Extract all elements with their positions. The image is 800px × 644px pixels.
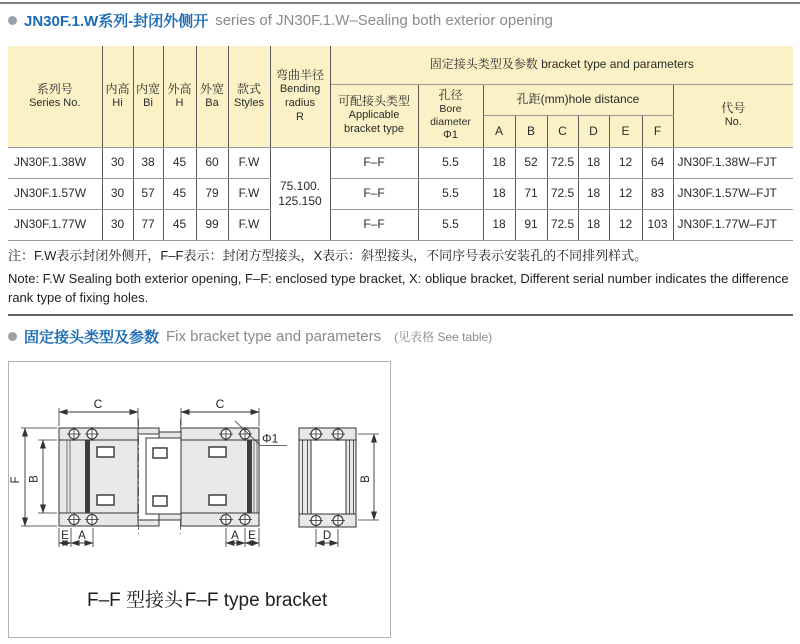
dim-label-b-left: B — [28, 475, 41, 483]
dimension-b-left — [29, 440, 58, 513]
bracket-technical-drawing — [9, 362, 390, 637]
col-header-d: D — [578, 115, 609, 147]
col-header-ba: 外宽 Ba — [196, 46, 228, 147]
drawing-caption-en: F–F type bracket — [184, 590, 328, 611]
cell-f: 83 — [642, 178, 673, 209]
cell-d: 18 — [578, 178, 609, 209]
group-header-bracket: 固定接头类型及参数 bracket type and parameters — [330, 46, 793, 84]
col-header-applicable-bracket: 可配接头类型 Applicable bracket type — [330, 84, 418, 147]
cell-bracket-type: F–F — [330, 147, 418, 178]
cell-hi: 30 — [102, 209, 133, 240]
cell-e: 12 — [609, 209, 642, 240]
note-zh: 注：F.W表示封闭外侧开，F–F表示：封闭方型接头，X表示：斜型接头，不同序号表示安装孔的不同排列样式。 — [8, 248, 648, 263]
cell-bi: 77 — [133, 209, 163, 240]
cell-bracket-type: F–F — [330, 209, 418, 240]
dim-label-c-right: C — [215, 397, 225, 411]
col-header-bore-diameter: 孔径 Bore diameter Φ1 — [418, 84, 483, 147]
front-view-right-plate — [181, 428, 259, 526]
dim-label-d: D — [322, 530, 332, 542]
cell-series: JN30F.1.57W — [8, 178, 102, 209]
col-header-b: B — [515, 115, 547, 147]
cell-c: 72.5 — [547, 209, 578, 240]
section-title-zh: 固定接头类型及参数 — [24, 329, 160, 346]
drawing-caption-zh: F–F 型接头 — [86, 590, 184, 611]
dim-label-a-right: A — [231, 530, 239, 542]
cell-d: 18 — [578, 209, 609, 240]
cell-bending-radius: 75.100. 125.150 — [270, 147, 330, 240]
cell-styles: F.W — [228, 209, 270, 240]
cell-e: 12 — [609, 147, 642, 178]
col-header-c: C — [547, 115, 578, 147]
front-view-left-plate — [59, 428, 138, 526]
cell-hi: 30 — [102, 147, 133, 178]
cell-no: JN30F.1.77W–FJT — [673, 209, 793, 240]
cell-series: JN30F.1.38W — [8, 147, 102, 178]
middle-link — [138, 428, 182, 526]
cell-d: 18 — [578, 147, 609, 178]
cell-f: 103 — [642, 209, 673, 240]
cell-no: JN30F.1.57W–FJT — [673, 178, 793, 209]
cell-ba: 60 — [196, 147, 228, 178]
cell-series: JN30F.1.77W — [8, 209, 102, 240]
top-rule — [0, 2, 800, 4]
cell-h: 45 — [163, 147, 196, 178]
dimension-c-left — [59, 397, 138, 426]
col-header-series: 系列号 Series No. — [8, 46, 102, 147]
cell-styles: F.W — [228, 147, 270, 178]
cell-hi: 30 — [102, 178, 133, 209]
dimension-a-e-right — [226, 528, 259, 547]
section-title-en: Fix bracket type and parameters — [166, 328, 382, 345]
dim-label-phi1: Φ1 — [262, 431, 279, 446]
cell-a: 18 — [483, 209, 515, 240]
table-row — [8, 209, 793, 240]
col-header-bi: 内宽 Bi — [133, 46, 163, 147]
dimension-c-right — [181, 397, 259, 426]
col-header-styles: 款式 Styles — [228, 46, 270, 147]
dim-label-b-right: B — [360, 475, 372, 483]
section-divider — [8, 314, 793, 316]
col-header-e: E — [609, 115, 642, 147]
cell-bracket-type: F–F — [330, 178, 418, 209]
cell-h: 45 — [163, 178, 196, 209]
col-header-a: A — [483, 115, 515, 147]
dim-label-e-left: E — [61, 530, 69, 542]
col-header-h: 外高 H — [163, 46, 196, 147]
cell-bi: 38 — [133, 147, 163, 178]
cell-bore: 5.5 — [418, 178, 483, 209]
dim-label-e-right: E — [248, 530, 256, 542]
cell-e: 12 — [609, 178, 642, 209]
dim-label-a-left: A — [78, 530, 86, 542]
cell-ba: 79 — [196, 178, 228, 209]
bullet-icon — [8, 332, 17, 341]
end-view — [299, 427, 356, 528]
section-hint: (见表格 See table) — [394, 330, 493, 344]
col-header-f: F — [642, 115, 673, 147]
bracket-drawing-box — [8, 361, 391, 638]
cell-c: 72.5 — [547, 178, 578, 209]
cell-bore: 5.5 — [418, 147, 483, 178]
page-title-zh: JN30F.1.W系列-封闭外侧开 — [24, 13, 209, 30]
cell-bore: 5.5 — [418, 209, 483, 240]
cell-f: 64 — [642, 147, 673, 178]
col-header-bending-radius: 弯曲半径 Bending radius R — [270, 46, 330, 147]
cell-bi: 57 — [133, 178, 163, 209]
dimension-e-a-left — [59, 528, 93, 547]
section-header — [8, 326, 492, 347]
col-header-code: 代号 No. — [673, 84, 793, 147]
cell-c: 72.5 — [547, 147, 578, 178]
spec-table — [8, 46, 793, 241]
dim-label-f: F — [10, 476, 22, 484]
page-title-en: series of JN30F.1.W–Sealing both exterior opening — [215, 12, 553, 29]
page-title — [8, 10, 553, 31]
cell-b: 91 — [515, 209, 547, 240]
cell-no: JN30F.1.38W–FJT — [673, 147, 793, 178]
cell-b: 52 — [515, 147, 547, 178]
table-row — [8, 178, 793, 209]
cell-styles: F.W — [228, 178, 270, 209]
col-header-hi: 内高 Hi — [102, 46, 133, 147]
cell-a: 18 — [483, 178, 515, 209]
dimension-b-right — [358, 434, 379, 520]
cell-b: 71 — [515, 178, 547, 209]
cell-ba: 99 — [196, 209, 228, 240]
table-row — [8, 147, 793, 178]
notes — [8, 246, 792, 308]
cell-a: 18 — [483, 147, 515, 178]
bullet-icon — [8, 16, 17, 25]
dimension-d — [316, 529, 338, 547]
cell-h: 45 — [163, 209, 196, 240]
group-header-hole-distance: 孔距(mm)hole distance — [483, 84, 673, 115]
note-en: Note: F.W Sealing both exterior opening, F–F: enclosed type bracket, X: oblique bracket, Different serial number indicates the difference rank type of fixing holes. — [8, 270, 789, 305]
dim-label-c-left: C — [93, 397, 103, 411]
